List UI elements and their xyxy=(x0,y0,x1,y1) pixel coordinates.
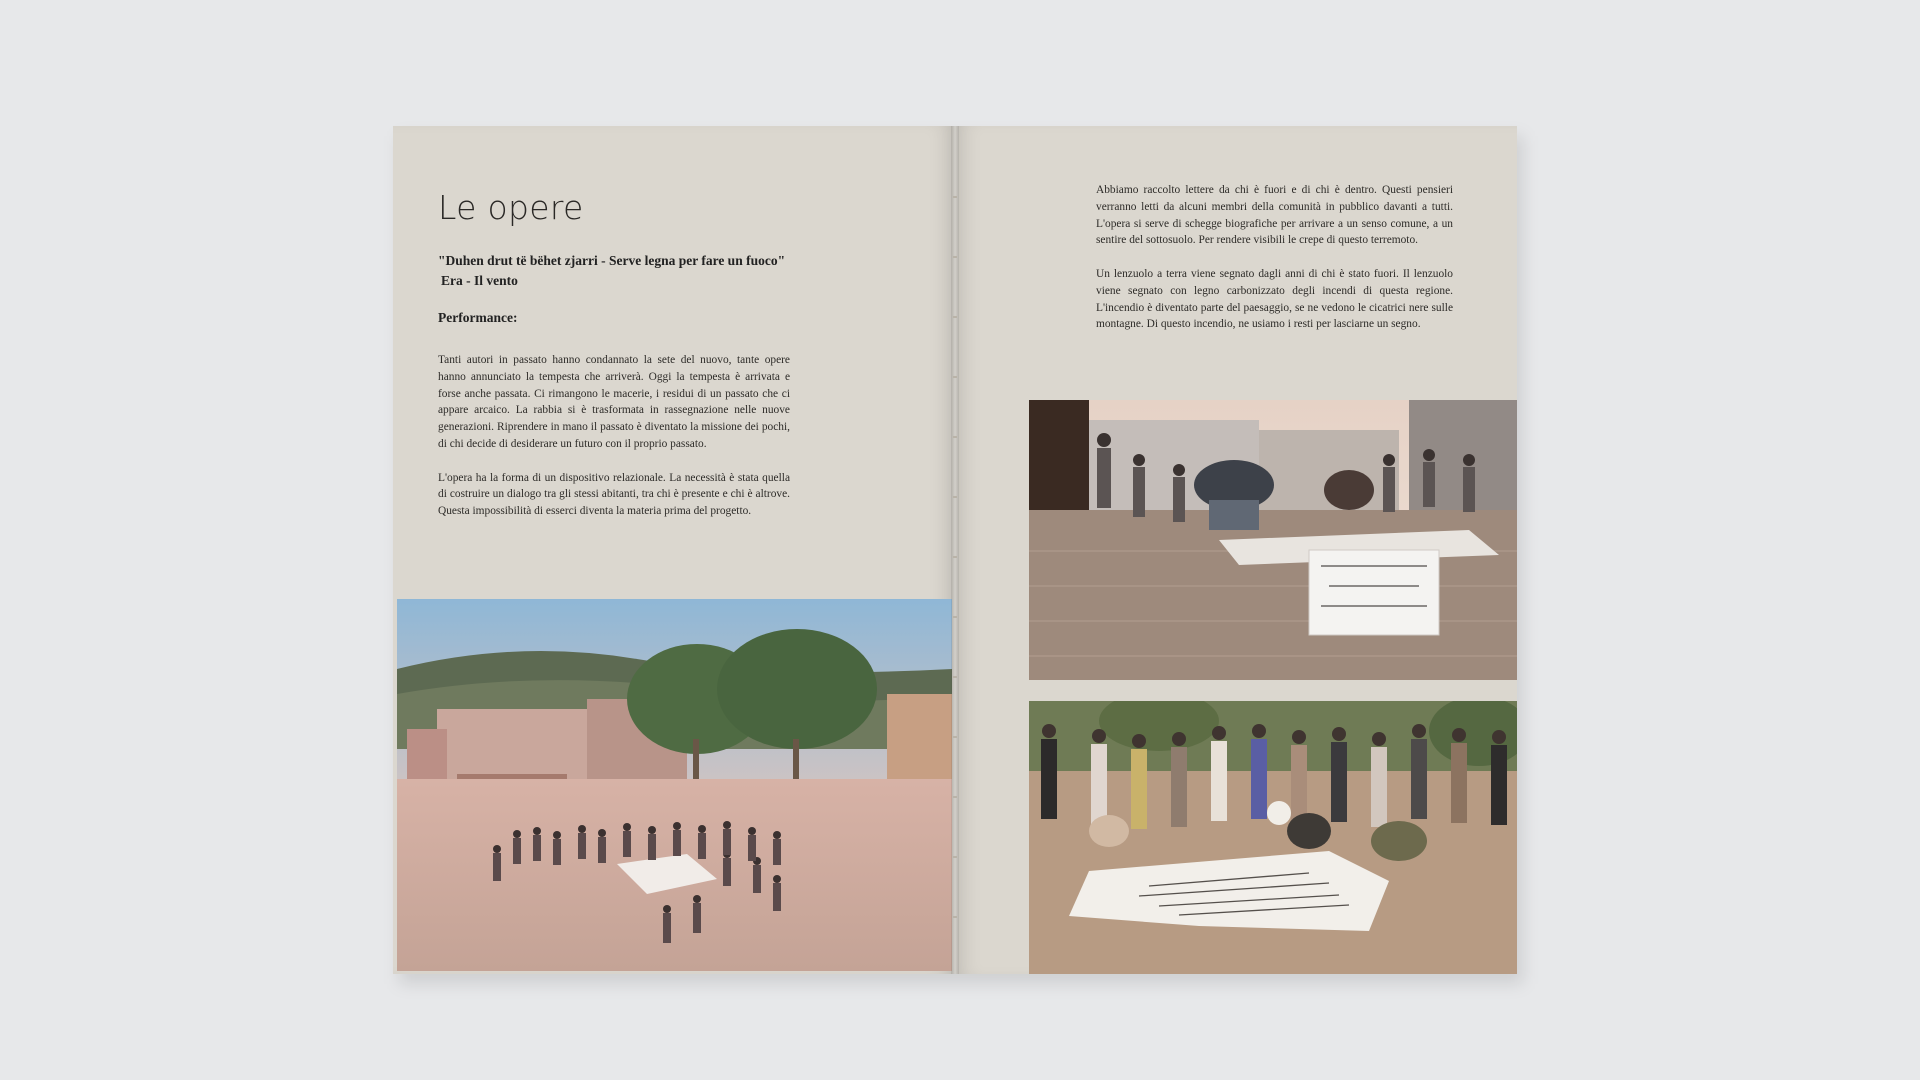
section-label: Performance: xyxy=(438,310,518,325)
kneeling-participants-photo xyxy=(1029,400,1517,680)
right-text-block xyxy=(1096,182,1453,333)
left-paragraph: Tanti autori in passato hanno condannato la sete del nuovo, tante opere hanno annunciato la tempesta che arriverà. Oggi la tempesta è arrivata e forse anche passata. Ci rimangono le macerie, i residui di un passato che ci appare arcaico. La rabbia si è trasformata in rassegnazione nelle nuove generazioni. Riprendere in mano il passato è diventato la missione dei pochi, di chi decide di desiderare un futuro con il proprio passato. xyxy=(438,354,790,450)
binding-stitch xyxy=(953,736,957,738)
binding-stitch xyxy=(953,196,957,198)
binding-stitch xyxy=(953,256,957,258)
right-paragraph: Un lenzuolo a terra viene segnato dagli anni di chi è stato fuori. Il lenzuolo viene segnato con legno carbonizzato degli incendi di questa regione. L'incendio è diventato parte del paesaggio, se ne vedono le cicatrici nere sulle montagne. Di questo incendio, ne usiamo i resti per lasciarne un segno. xyxy=(1096,267,1453,331)
work-title xyxy=(438,251,785,291)
binding-stitch xyxy=(953,436,957,438)
binding-stitch xyxy=(953,856,957,858)
right-paragraph: Abbiamo raccolto lettere da chi è fuori e di chi è dentro. Questi pensieri verranno letti da alcuni membri della comunità in pubblico davanti a tutti. L'opera si serve di schegge biografiche per arrivare a un senso comune, a un sentire del sottosuolo. Per rendere visibili le crepe di questo terremoto. xyxy=(1096,184,1453,247)
kneeling-participants-illustration xyxy=(1029,400,1517,680)
sheet-marking-illustration xyxy=(1029,701,1517,974)
binding-stitch xyxy=(953,796,957,798)
binding-stitch xyxy=(953,676,957,678)
booklet-spread xyxy=(393,126,1517,974)
piazza-crowd-illustration xyxy=(397,599,952,971)
page-title: Le opere xyxy=(438,188,584,227)
left-text-block xyxy=(438,352,790,520)
left-page xyxy=(393,126,955,974)
sheet-marking-photo xyxy=(1029,701,1517,974)
right-page xyxy=(955,126,1517,974)
piazza-crowd-photo xyxy=(397,599,952,971)
work-title-line-2: Era - Il vento xyxy=(441,273,518,288)
left-paragraph: L'opera ha la forma di un dispositivo relazionale. La necessità è stata quella di costruire un dialogo tra gli stessi abitanti, tra chi è presente e chi è altrove. Questa impossibilità di esserci diventa la materia prima del progetto. xyxy=(438,471,790,518)
binding-stitch xyxy=(953,316,957,318)
binding-stitch xyxy=(953,496,957,498)
binding-stitch xyxy=(953,376,957,378)
work-title-line-1: "Duhen drut të bëhet zjarri - Serve legna per fare un fuoco" xyxy=(438,253,786,268)
binding-stitch xyxy=(953,916,957,918)
book-gutter xyxy=(951,126,959,974)
binding-stitch xyxy=(953,556,957,558)
binding-stitch xyxy=(953,616,957,618)
